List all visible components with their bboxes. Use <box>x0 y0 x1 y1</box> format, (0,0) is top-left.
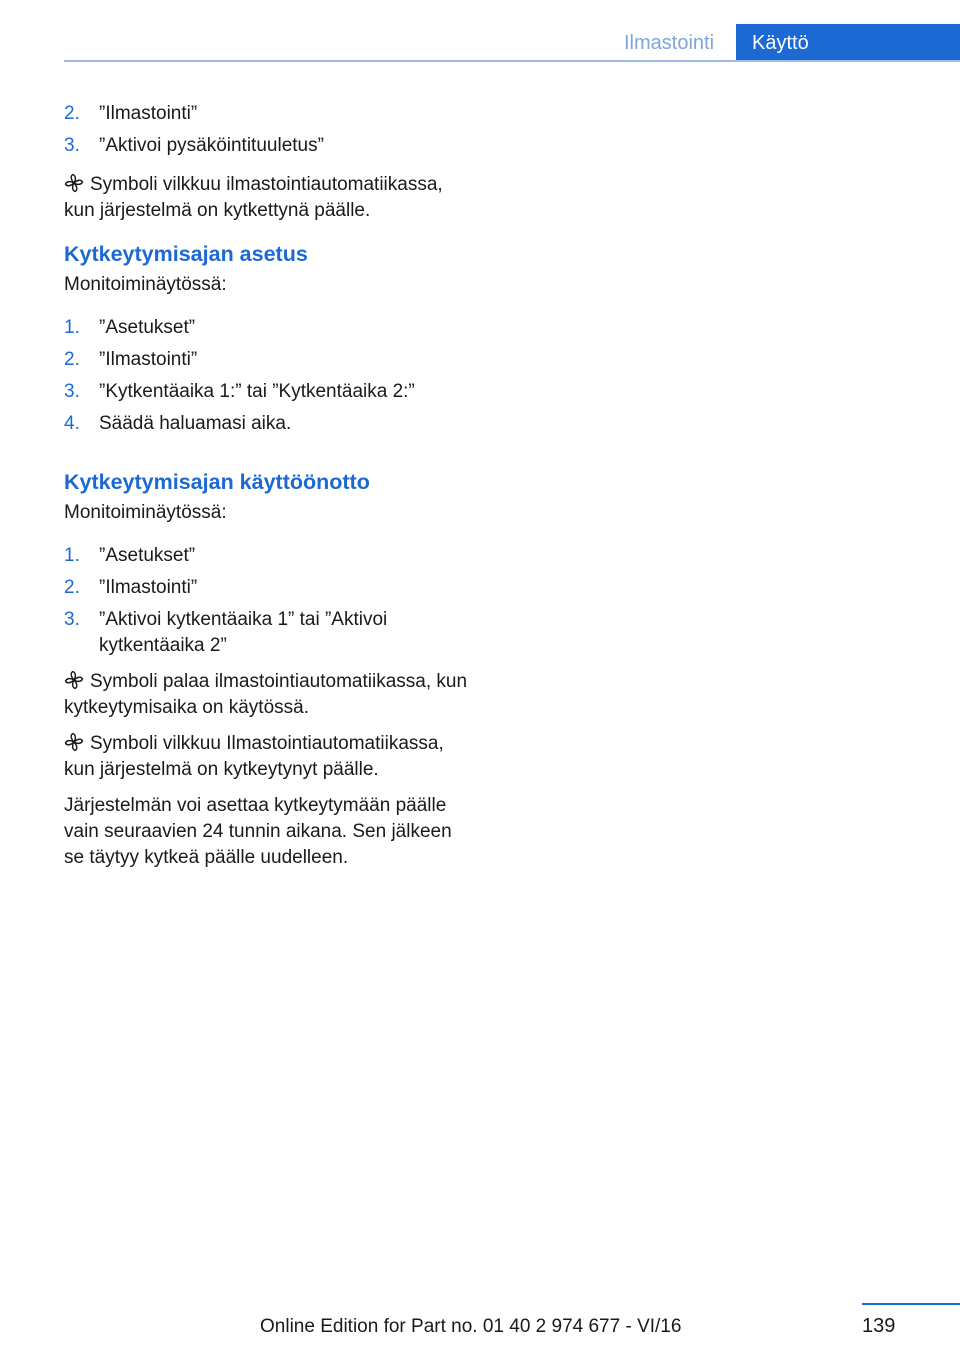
header-rule <box>64 60 960 62</box>
header-chapter-label: Käyttö <box>736 24 960 62</box>
section1-heading: Kytkeytymisajan asetus <box>64 242 308 266</box>
intro-note <box>64 172 474 224</box>
page-header <box>0 0 960 70</box>
list-text: Säädä haluamasi aika. <box>99 413 292 434</box>
list-text: ”Asetukset” <box>99 317 196 338</box>
page-number: 139 <box>862 1315 896 1337</box>
list-item <box>64 408 474 440</box>
list-item <box>64 312 474 344</box>
list-text: ”Ilmastointi” <box>99 103 198 124</box>
list-number: 2. <box>64 577 80 598</box>
note2-text: Symboli vilkkuu Ilmastointiautomatiikassa, kun järjestelmä on kytkeytynyt päälle. <box>64 733 444 780</box>
list-text: ”Ilmastointi” <box>99 577 198 598</box>
list-number: 3. <box>64 135 80 156</box>
list-number: 2. <box>64 349 80 370</box>
section1-list <box>64 312 474 440</box>
fan-icon <box>64 173 84 193</box>
section2-paragraph: Järjestelmän voi asettaa kytkeytymään päälle vain seuraavien 24 tunnin aikana. Sen jälkeen se täytyy kytkeä päälle uudelleen. <box>64 795 452 868</box>
edition-text: Online Edition for Part no. 01 40 2 974 677 - VI/16 <box>260 1316 682 1337</box>
intro-list <box>64 98 474 162</box>
list-text: ”Aktivoi kytkentäaika 1” tai ”Aktivoi kytkentäaika 2” <box>99 609 388 656</box>
list-number: 2. <box>64 103 80 124</box>
list-text: ”Ilmastointi” <box>99 349 198 370</box>
footer-rule <box>862 1303 960 1305</box>
section2-list <box>64 540 474 659</box>
list-item <box>64 344 474 376</box>
list-number: 1. <box>64 317 80 338</box>
section2-subheading: Monitoiminäytössä: <box>64 502 227 523</box>
list-item <box>64 98 474 130</box>
fan-icon <box>64 732 84 752</box>
list-item <box>64 130 474 162</box>
list-item <box>64 572 474 604</box>
list-text: ”Aktivoi pysäköintituuletus” <box>99 135 324 156</box>
list-number: 1. <box>64 545 80 566</box>
section2-note1 <box>64 669 474 721</box>
list-number: 3. <box>64 381 80 402</box>
list-text: ”Asetukset” <box>99 545 196 566</box>
section2-note2 <box>64 731 474 783</box>
section2-heading: Kytkeytymisajan käyttöönotto <box>64 470 370 494</box>
note1-text: Symboli palaa ilmastointiautomatiikassa, kun kytkeytymisaika on käytössä. <box>64 671 468 718</box>
intro-note-text: Symboli vilkkuu ilmastointiautomatiikassa, kun järjestelmä on kytkettynä päälle. <box>64 174 443 221</box>
section1-subheading: Monitoiminäytössä: <box>64 274 227 295</box>
list-item <box>64 604 474 659</box>
list-item <box>64 376 474 408</box>
page-content <box>64 98 474 871</box>
list-number: 3. <box>64 609 80 630</box>
list-item <box>64 540 474 572</box>
list-text: ”Kytkentäaika 1:” tai ”Kytkentäaika 2:” <box>99 381 415 402</box>
fan-icon <box>64 670 84 690</box>
header-section-label: Ilmastointi <box>623 32 715 54</box>
list-number: 4. <box>64 413 80 434</box>
